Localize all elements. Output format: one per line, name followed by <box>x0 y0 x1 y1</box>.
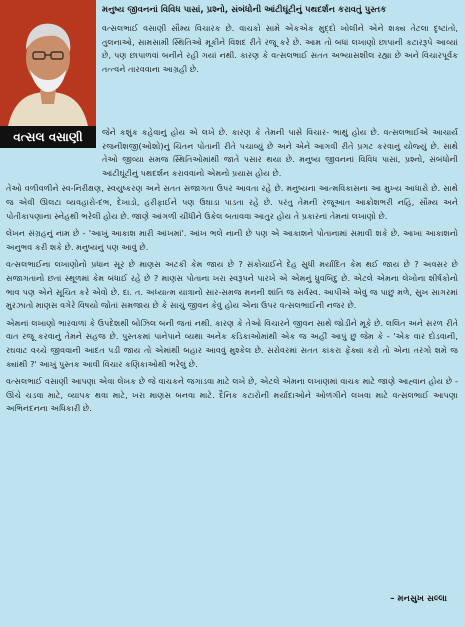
paragraph: એમનાં લખાણો ભારવાળાં કે ઉપદેશથી બોઝિલ બની જતાં નથી. કારણ કે તેઓ વિચારને જીવન સાથે જોડીને મૂકે છે. લલિત અને સરળ રીતે વાત રજૂ કરવાનું તેમને સહજ છે. પુસ્તકમાં પાનેપાને વ્યથા અનેક કંડિકાઓમાંથી એક જ અહીં આપું છું જેમ કે - 'એક વાર દોડવાની, રઘવાટ વચ્ચે જીવવાની આદત પડી જાય તો એમાંથી બહાર આવવું મુશ્કેલ છે. સરોવરમાં સતત કાંકરા ફેંક્યા કરો તો એના તરંગો શમે જ ક્યાંથી ?' આખું પુસ્તક આવી વિચાર કણિકાઓથી ભરેલું છે. <box>6 317 458 369</box>
lead-paragraph: વત્સલભાઈ વસાણી સૌમ્ય વિચારક છે. વાચકો સામે એકએક મુદ્દો ખોલીને એને શક્ય તેટલા દૃષ્ટાંતો, તુલનાઓ, સામસામી સ્થિતિઓ મૂકીને વિશદ રીતે રજૂ કરે છે. આમ તો બધાં લખાણો છાપાની કટારરૂપે આવ્યાં છે, પણ છાપાળવાં બનીને રહી ગયાં નથી. કારણ કે વત્સલભાઈ સતત અભ્યાસશીલ રહ્યા છે અને વિચારપૂર્વક તત્ત્વને તારવવાના આગ્રહી છે. <box>102 23 458 74</box>
lead-paragraph-block <box>102 22 458 80</box>
reviewer-signature: – મનસુખ સલ્લા <box>390 594 447 604</box>
paragraph: વત્સલભાઈ વસાણી આપણા એવા લેખક છે જે વાચકને જગાડવા માટે લખે છે, એટલે એમના લખાણમાં વાચક માટે જાણે આહ્વાન હોય છે - ઊંચે ચડવા માટે, વ્યાપક થવા માટે, ખરા માણસ બનવા માટે. દૈનિક કટારોની મર્યાદાઓને ઓળંગીને લખવા માટે વત્સલભાઈ આપણા અભિનંદનના અધિકારી છે. <box>6 376 458 414</box>
author-nameplate: વત્સલ વસાણી <box>0 126 96 148</box>
paragraph: તેઓ વળીવળીને સ્વ-નિરીક્ષણ, સ્વયુષ્કરણ અને સતત સજાગતા ઉપર આવતા રહે છે. મનુષ્યના આત્મવિકાસના આ મુખ્ય આધારો છે. સાથે જ એવી ઊલટા વ્યવહારો-દંભ, દેખાડો, હરીફાઈને પણ ઉઘાડા પાડતા રહે છે. પરંતુ તેમની રજૂઆત આક્રોશભરી નહિ, સૌમ્ય અને પોતીકાપણાના સ્નેહથી ભરેલી હોય છે. જાણે આંગળી ચીંધીને ઉકેલ બતાવવા આતુર હોય તે પ્રકારનાં તેમનાં લખાણો છે. <box>6 183 458 221</box>
review-body <box>6 126 458 420</box>
paragraph: લેખન સંગ્રહનું નામ છે - 'આખું આકાશ મારી આંખમાં'. આંખ ભલે નાની છે પણ એ આકાશને પોતાનામાં સમાવી શકે છે. આખા આકાશનો અનુભવ કરી શકે છે. મનુષ્યનું પણ આવું છે. <box>6 228 458 252</box>
paragraph: વત્સલભાઈના લખાણોનો પ્રધાન સૂર છે માણસ અટકી કેમ જાય છે ? સંકોચાઈને દેહ સુધી મર્યાદિત કેમ થઈ જાય છે ? અવસર છે સજાગતાનો છતાં સ્થૂળમાં કેમ બંધાઈ રહે છે ? માણસ પોતાના ખરા સ્વરૂપને પારખે એ એમનું ધ્રુવબિંદુ છે. એટલે એમના લેખોના શીર્ષકોનો ભાવ પણ એને સૂચિત કરે એવો છે. દા. ત. અધ્યાત્મ યાત્રાનો સાર-સમજ મનની શાંતિ જ સર્વસ્વ. આપીએ એવું જ પાછું મળે, સુખ સાગરમાં મુરઝાતો માણસ વગેરે વિષયો જોતાં સમજાય છે કે સાચું જીવન કેવું હોય એના ઉપર વત્સલભાઈની નજર છે. <box>6 259 458 311</box>
paragraph: જેને કશુંક કહેવાનું હોય એ લખે છે. કારણ કે તેમની પાસે વિચાર- ભાથું હોય છે. વત્સલભાઈએ આચાર્ય રજનીશજી(ઓશો)નું ચિંતન પોતાની રીતે પચાવ્યું છે અને એને આગવી રીતે પ્રગટ કરવાનું યોજ્યું છે. સાથે તેઓ જીવ્યા સમજ સ્થિતિઓમાંથી જાતે પસાર થયા છે. મનુષ્ય જીવનનાં વિવિધ પાસાં, પ્રશ્નો, સંબંધોની આંટીઘૂંટીનું પથદર્શન કરાવવાનો એમનો પ્રયાસ હોય છે. <box>102 127 458 178</box>
book-heading: મનુષ્ય જીવનનાં વિવિધ પાસાં, પ્રશ્નો, સંબંધોની આંટીઘૂંટીનું પથદર્શન કરાવતું પુસ્તક <box>102 5 387 15</box>
